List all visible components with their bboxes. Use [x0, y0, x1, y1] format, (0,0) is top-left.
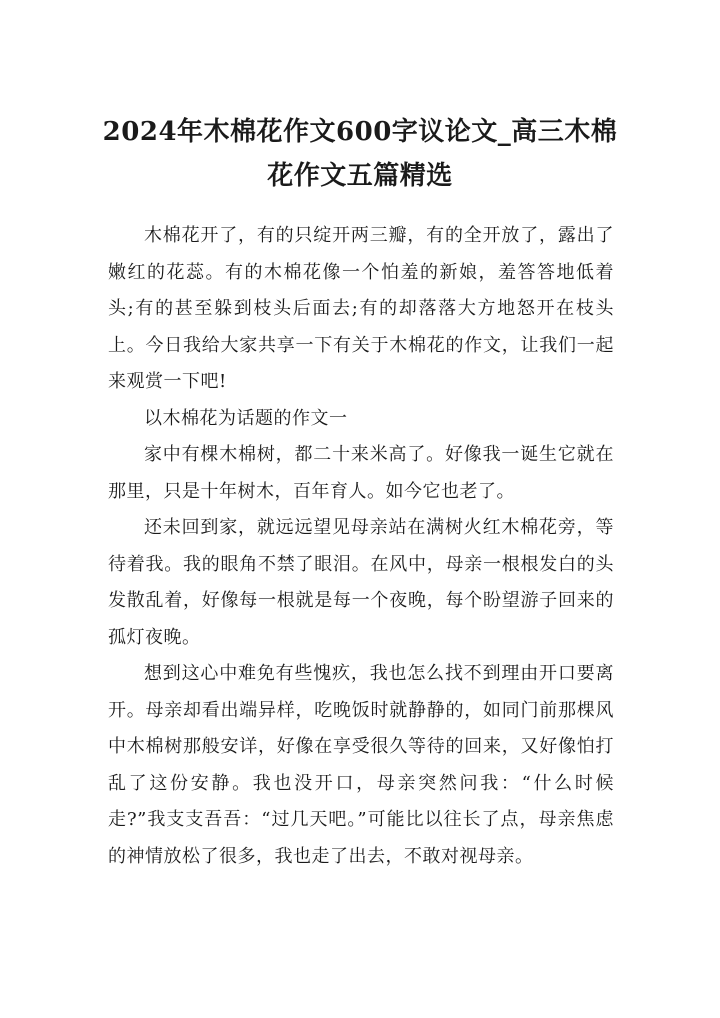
paragraph-intro: 木棉花开了，有的只绽开两三瓣，有的全开放了，露出了嫩红的花蕊。有的木棉花像一个怕羞的新娘，羞答答地低着头;有的甚至躲到枝头后面去;有的却落落大方地怒开在枝头上。今日我给大家共享一下有关于木棉花的作文，让我们一起来观赏一下吧! [108, 225, 614, 392]
paragraph: 想到这心中难免有些愧疚，我也怎么找不到理由开口要离开。母亲却看出端异样，吃晚饭时就静静的，如同门前那棵风中木棉树那般安详，好像在享受很久等待的回来，又好像怕打乱了这份安静。我也没开口，母亲突然问我：“什么时候走?”我支支吾吾：“过几天吧。”可能比以往长了点，母亲焦虑的神情放松了很多，我也走了出去，不敢对视母亲。 [108, 663, 614, 867]
document-title: 2024年木棉花作文600字议论文_高三木棉花作文五篇精选 [102, 117, 618, 191]
paragraph: 还未回到家，就远远望见母亲站在满树火红木棉花旁，等待着我。我的眼角不禁了眼泪。在风中，母亲一根根发白的头发散乱着，好像每一根就是每一个夜晚，每个盼望游子回来的孤灯夜晚。 [108, 517, 614, 648]
document-body [108, 218, 614, 875]
paragraph: 家中有棵木棉树，都二十来米高了。好像我一诞生它就在那里，只是十年树木，百年育人。如今它也老了。 [108, 444, 614, 502]
section-heading: 以木棉花为话题的作文一 [144, 407, 348, 429]
